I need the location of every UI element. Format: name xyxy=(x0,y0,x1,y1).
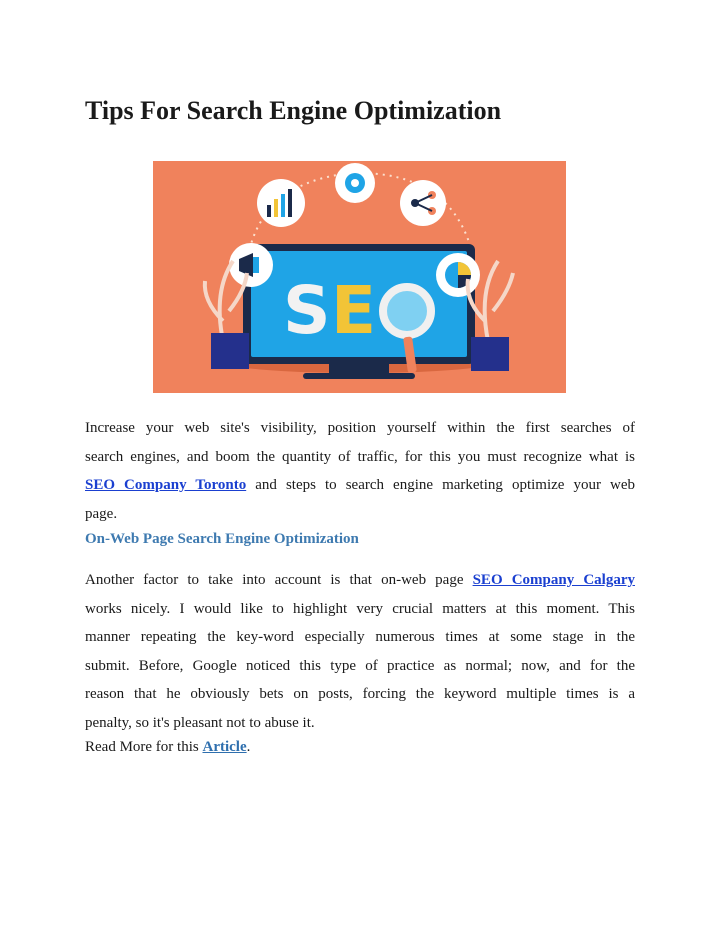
svg-text:E: E xyxy=(331,272,377,349)
page-title: Tips For Search Engine Optimization xyxy=(85,96,502,125)
body-line: submit. Before, Google noticed this type of practice as normal; now, and for the xyxy=(85,657,635,674)
seo-hero-image xyxy=(153,161,566,393)
body-line: penalty, so it's pleasant not to abuse it. xyxy=(85,714,315,731)
seo-company-calgary-link[interactable]: SEO Company Calgary xyxy=(472,572,635,588)
read-more-line xyxy=(85,739,250,756)
body-line-start: Another factor to take into account is that on-web page xyxy=(85,572,473,588)
intro-line xyxy=(85,471,635,500)
body-line: manner repeating the key-word especially numerous times at some stage in the xyxy=(85,629,635,645)
body-line xyxy=(85,566,635,595)
read-more-suffix: . xyxy=(246,739,251,755)
article-link[interactable]: Article xyxy=(202,739,247,755)
intro-paragraph xyxy=(85,414,635,528)
intro-line: Increase your web site's visibility, position yourself within the first searches of xyxy=(85,420,635,436)
read-more-prefix: Read More for this xyxy=(85,739,203,755)
body-line: works nicely. I would like to highlight very crucial matters at this moment. This xyxy=(85,600,635,617)
intro-line-rest: and steps to search engine marketing optimize your web xyxy=(246,477,635,493)
intro-line: search engines, and boom the quantity of traffic, for this you must recognize what is xyxy=(85,448,635,465)
section-heading: On-Web Page Search Engine Optimization xyxy=(85,531,359,547)
intro-line: page. xyxy=(85,505,118,522)
body-paragraph xyxy=(85,566,635,737)
body-line: reason that he obviously bets on posts, forcing the keyword multiple times is a xyxy=(85,686,635,702)
seo-text: S xyxy=(283,272,331,349)
seo-company-toronto-link[interactable]: SEO Company Toronto xyxy=(85,477,247,493)
